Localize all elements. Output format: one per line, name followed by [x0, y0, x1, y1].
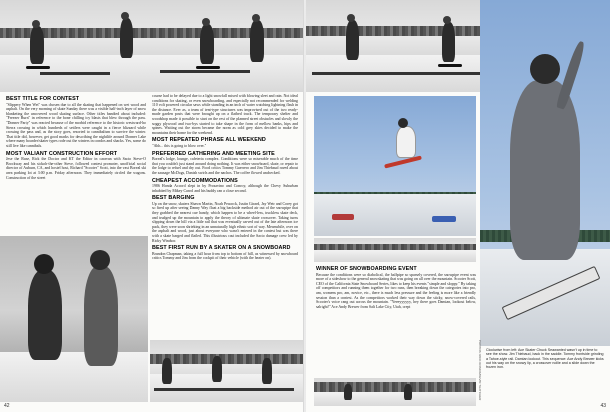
text-column-right [316, 264, 476, 376]
right-page [306, 0, 610, 412]
photo-snowboarder-closeup [480, 0, 610, 346]
section-heading: WINNER OF SNOWBOARDING EVENT [316, 266, 417, 272]
photo-sequence-top-left [0, 0, 304, 92]
section-heading: CHEAPEST ACCOMMODATIONS [152, 177, 238, 184]
photo-credit: PHOTOS: RICK KOSICK/KEVIN THATCHER [478, 340, 482, 401]
section-body: "Slippery When Wet" was chosen due to all the skating that happened on wet wood and asphalt. On the very morning of skate Sunday there was a visible half-inch layer of snow blanketing the uncovered wood skating surface. Other titles bandied about included: "Freezer Burn" in reference to the bone chilling icy blasts that blew through the pass. "Donner Party" was reacted because of the morbid reference to the historic westward-ho Sierra crossing in which hundreds of settlers were caught in a fierce blizzard while crossing the pass and, as the story goes, resorted to cannibalism to survive the winter. That title did, however, get good marks for describing the nightlife around Donner Lake where many boarder/skater types rode out the winters in condos and shacks. Yes, some do still live like cannibals. [6, 102, 146, 148]
photo-sequence-bottom-left [150, 340, 304, 402]
page-number: 42 [4, 403, 10, 409]
photo-snowboarder-air [314, 96, 476, 236]
section-body: Up on the snow, skaters Shawn Martin, Noah Peacock, Justin Girard, Jay Weir and Corey got so fired up after seeing Danny Way float a big backside method air out of the snowpipe that they grabbed the nearest cue handy, which happen to be a wheel-less, truckless skate deck, and trudged up the mountain to apply the theory of ultimate skate crossover. Taking turns slipping down the hill via a little rail that was eventually carved out of the late afternoon ice pack, they were soon shrieking in an unnaturally high ethnic sort of way. Meanwhile, over on the asphalt and wood, just about everyone who wasn't entered in the contest but was there with a skate barged and flailed. This illustrious cast included the Sacto damage crew led by Ricky Windsor. [152, 201, 298, 243]
photo-sequence-top-right [306, 0, 496, 92]
left-page [0, 0, 304, 412]
page-number: 43 [600, 403, 606, 409]
section-body: Brandon Chapman, taking a full hour from top to bottom of hill, as witnessed by snowboard critics Tommy and Jim from the cockpit of their vehicle (with the heater on). [152, 251, 298, 261]
section-heading: PREFERRED GATHERING AND MEETING SITE [152, 150, 275, 157]
section-body: "Ahh... this is going to blow over." [152, 143, 207, 148]
section-heading: BEST FIRST RUN BY A SKATER ON A SNOWBOARD [152, 245, 291, 252]
section-heading: BEST TITLE FOR CONTEST [6, 96, 80, 102]
photo-caption: Clockwise from left: Ace Skater Chuck Seawanted wasn't up in time to see the show. Jim Thiebaud, back in the saddle. Tommy frontside grinding a Tahoe-style rail. Damian lookout. This sequence: Ace Andy Brewer kicks out his way on the snowy lip, a crossover nollie and a slide down the frozen iron. [486, 348, 604, 370]
section-heading: BEST BARGING [152, 195, 195, 202]
photo-sequence-bottom-right [314, 378, 476, 406]
section-body: course had to be delayed due to a light snowfall mixed with blowing sleet and rain. Not ideal conditions for skating, or even snowboarding, and especially not recommended for welding 110 volt powered circular saws while standing in an inch of water watching lightning flash in the distance. Ever as, a team of tent-type structures was improvised out of the two ready-made garden posts that were brought up on a flatbed truck. The temporary shelter and woodshop made it possible to start on the rest of the planned street obstacles and slowly the soggy plywood and two-bys started to take shape in the form of mellow banks, hips and spines. Waiting out the storm became the norm as cold grey skies decided to make the mountains their home for the weekend. [152, 94, 298, 135]
photo-skaters-bottom-left [0, 236, 148, 402]
photo-snowpipe [314, 238, 476, 262]
section-body: Because the conditions were so diabolical, the halfpipe so sparsely covered, the snowpipe event was more of a sideshow to the general snowskating that was going on all over the mountain. Scooter Scott, CEO of the California State Snowboard Series, likes to keep his events "simple and sloppy." By taking off competitors and running them together for two runs, then breaking down the categories into pro, am, womens pro, am, novice, etc., there is much less pressure and the feeling is more like a friendly session than a contest. As the competitors worked their way down the sticky, snow-covered rails, Scooter's voice rang out across the mountain. "Yeeeyyyyyy, hey there goes Damian, lookout below, salright!" Ace Andy Brewer from Salt Lake City, Utah, crept [316, 272, 476, 309]
section-heading: MOST REPEATED PHRASE ALL WEEKEND [152, 137, 266, 144]
text-column-1 [6, 94, 146, 234]
text-column-2 [152, 94, 298, 338]
section-body: Jese the Ruse, Rick the Doctor and KT the Editor in caravan with Sacto Steve-O Brockway and his sickoh-the-other Steve, followed contest promoter, unofficial social director of Auburn, CA, and hostel host, Richard "Scooter" Scott, into the vast Boreal ski area parking lot at 3:00 p.m. Friday afternoon. They immediately circled the wagons. Construction of the street [6, 157, 146, 180]
section-heading: MOST VALIANT CONSTRUCTION EFFORT [6, 150, 118, 157]
section-body: 1986 Honda Accord slept in by Prosavino and Conroy, although the Chevy Suburban inhabited by Mikey Carrol and his buddy ran a close second. [152, 184, 298, 193]
section-body: Boreal's lodge, lounge, cafeteria complex. Conditions were so miserable much of the time that you couldn't just stand around doing nothing. It was either snowboard, skate, or repair to the lodge to refuel and dry out. Food critics Tommy Guerrero and Jim Thiebaud raved about the sausage McDogs, Danish swirls and the nachos. The coffee flowed unchecked. [152, 157, 298, 175]
